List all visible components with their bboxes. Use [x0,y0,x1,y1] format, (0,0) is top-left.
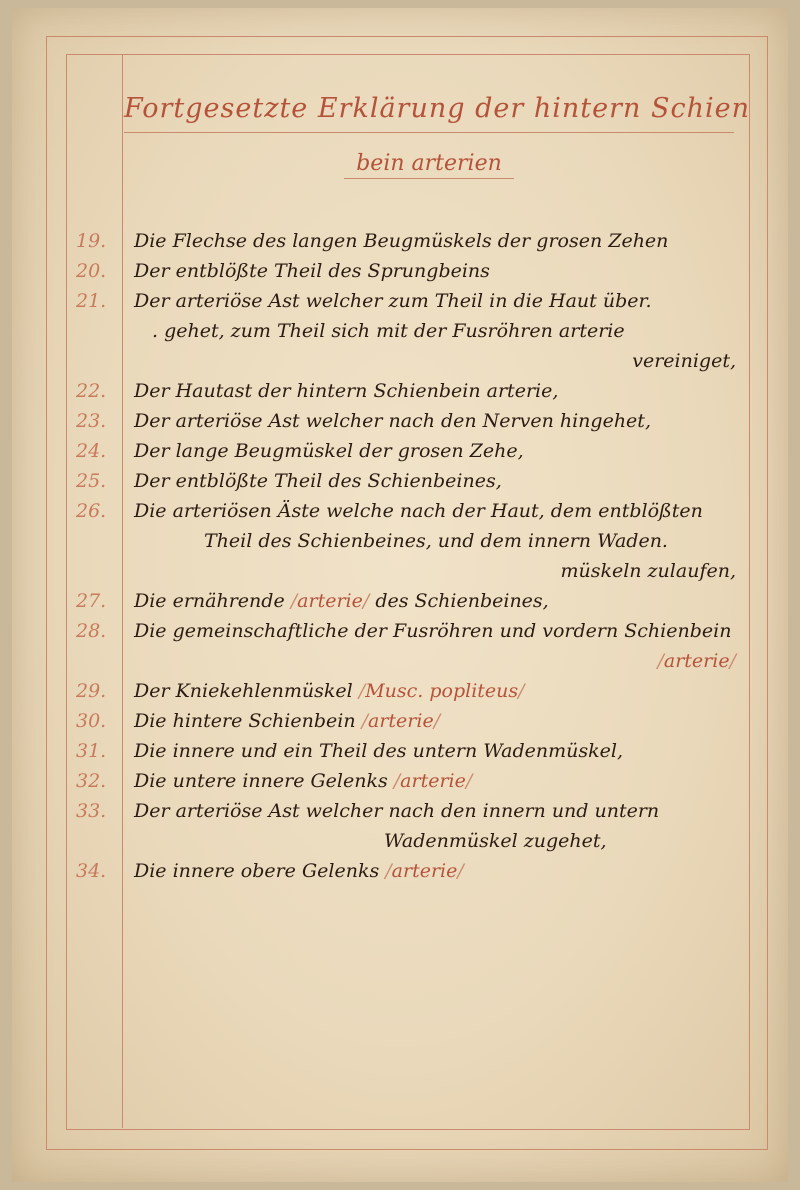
entry-text: . gehet, zum Theil sich mit der Fusröhren arterie [152,320,625,342]
page-subtitle: bein arterien [344,151,514,179]
entry-text [134,706,736,736]
entry-text: Der entblößte Theil des Sprungbeins [134,260,490,282]
entry-text: Der arteriöse Ast welcher nach den Nerven hingehet, [134,410,651,432]
heading [124,92,750,179]
entry-text: Der arteriöse Ast welcher zum Theil in die Haut über. [134,290,652,312]
list-item [76,706,736,736]
entry-text-part: Die ernährende [134,590,285,612]
entry-text [134,586,736,616]
list-item [76,586,736,616]
entry-text: vereiniget, [632,350,736,372]
bracket: / [393,770,401,792]
entry-text [134,646,736,676]
list-item [76,676,736,706]
entry-text: Theil des Schienbeines, und dem innern Waden. [204,530,668,552]
bracket: / [362,590,370,612]
entry-text: Die arteriösen Äste welche nach der Haut, dem entblößten [134,500,703,522]
bracket: / [729,650,736,672]
list-item [76,466,736,496]
entry-text: Die gemeinschaftliche der Fusröhren und vordern Schienbein [134,620,732,642]
bracket: / [433,710,441,732]
list-item [76,226,736,256]
entry-number: 32. [76,770,107,792]
latin-term: Musc. popliteus [365,680,519,702]
latin-term: arterie [400,770,466,792]
entry-text: Wadenmüskel zugehet, [384,830,607,852]
latin-term: arterie [663,650,730,672]
entry-text-part: Die innere obere Gelenks [134,860,380,882]
entry-text-part: des Schienbeines, [375,590,549,612]
page-title: Fortgesetzte Erklärung der hintern Schien [124,92,734,133]
entry-number: 30. [76,710,107,732]
entry-number: 33. [76,800,107,822]
list-item [76,496,736,586]
entry-text: Der arteriöse Ast welcher nach den innern und untern [134,800,660,822]
bracket: / [361,710,369,732]
entry-text: Die innere und ein Theil des untern Wadenmüskel, [134,740,624,762]
latin-term: arterie [391,860,458,882]
entry-number: 34. [76,860,107,882]
list-item [76,286,736,376]
entry-number: 23. [76,410,107,432]
entry-number: 21. [76,290,107,312]
manuscript-page [12,8,788,1182]
list-item [76,406,736,436]
list-item [76,856,736,886]
list-item [76,376,736,406]
entry-list [76,226,736,886]
entry-number: 29. [76,680,107,702]
entry-text-part: Die untere innere Gelenks [134,770,388,792]
bracket: / [358,680,366,702]
list-item [76,616,736,676]
bracket: / [465,770,473,792]
entry-text [134,856,736,886]
entry-text: Der entblößte Theil des Schienbeines, [134,470,502,492]
entry-text [134,676,736,706]
entry-text-part: Die hintere Schienbein [134,710,356,732]
bracket: / [657,650,664,672]
bracket: / [457,860,464,882]
list-item [76,436,736,466]
bracket: / [518,680,525,702]
entry-number: 26. [76,500,107,522]
entry-number: 27. [76,590,107,612]
entry-number: 31. [76,740,107,762]
entry-number: 20. [76,260,107,282]
entry-text: Der lange Beugmüskel der grosen Zehe, [134,440,524,462]
list-item [76,736,736,766]
entry-text [134,766,736,796]
bracket: / [385,860,392,882]
latin-term: arterie [368,710,434,732]
entry-number: 25. [76,470,107,492]
entry-number: 22. [76,380,107,402]
latin-term: arterie [297,590,363,612]
list-item [76,796,736,856]
list-item [76,766,736,796]
entry-text-part: Der Kniekehlenmüskel [134,680,353,702]
bracket: / [290,590,298,612]
entry-text: Der Hautast der hintern Schienbein arterie, [134,380,559,402]
list-item [76,256,736,286]
entry-text: müskeln zulaufen, [560,560,736,582]
entry-text: Die Flechse des langen Beugmüskels der grosen Zehen [134,230,669,252]
entry-number: 24. [76,440,107,462]
entry-number: 28. [76,620,107,642]
entry-number: 19. [76,230,107,252]
